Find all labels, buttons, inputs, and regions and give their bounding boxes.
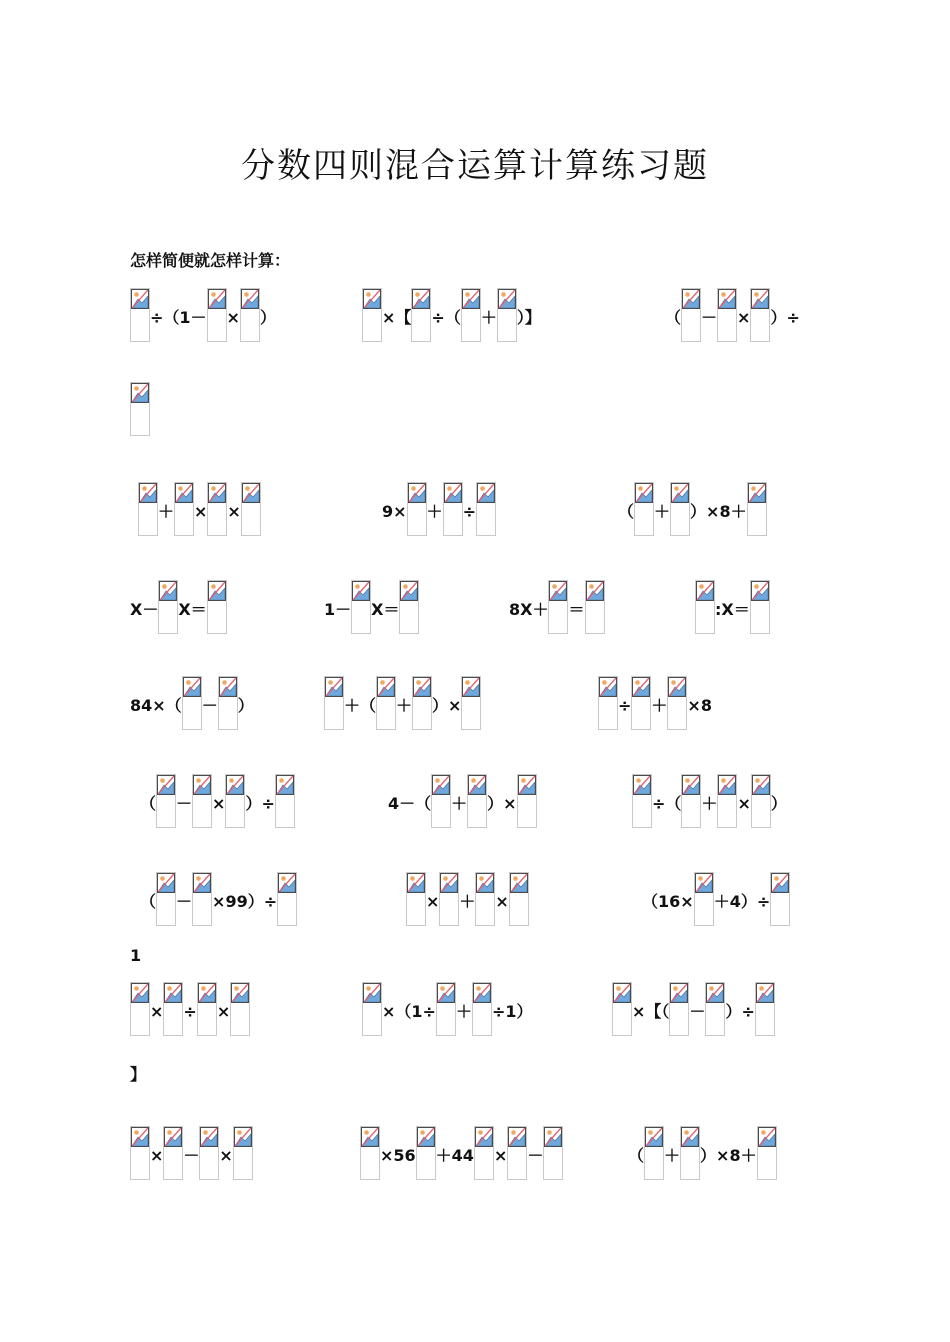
- fraction-placeholder: [182, 676, 202, 730]
- fraction-placeholder: [467, 774, 487, 828]
- fraction-placeholder: [360, 1126, 380, 1180]
- image-placeholder-icon: [231, 983, 249, 1003]
- image-placeholder-icon: [208, 483, 226, 503]
- expression-operator: ＋: [664, 1146, 681, 1165]
- image-placeholder-icon: [440, 873, 458, 893]
- expression-operator: ×: [495, 892, 509, 911]
- fraction-placeholder: [163, 1126, 183, 1180]
- expression-operator: ÷（: [652, 794, 682, 813]
- image-placeholder-icon: [413, 677, 431, 697]
- image-placeholder-icon: [518, 775, 536, 795]
- fraction-placeholder: [474, 1126, 494, 1180]
- expression-operator: －: [701, 308, 718, 327]
- fraction-placeholder: [507, 1126, 527, 1180]
- expression-operator: 84×（: [130, 696, 182, 715]
- expression-operator: ×: [227, 502, 241, 521]
- expression-operator: 1－: [324, 600, 352, 619]
- fraction-placeholder: [362, 982, 382, 1036]
- image-placeholder-icon: [278, 873, 296, 893]
- fraction-placeholder: [747, 482, 767, 536]
- expression-operator: ）÷: [725, 1002, 755, 1021]
- image-placeholder-icon: [241, 289, 259, 309]
- image-placeholder-icon: [234, 1127, 252, 1147]
- image-placeholder-icon: [131, 1127, 149, 1147]
- image-placeholder-icon: [131, 983, 149, 1003]
- expression-operator: ）】: [516, 308, 541, 327]
- image-placeholder-icon: [242, 483, 260, 503]
- image-placeholder-icon: [586, 581, 604, 601]
- image-placeholder-icon: [681, 1127, 699, 1147]
- image-placeholder-icon: [219, 677, 237, 697]
- expression-operator: －: [176, 892, 193, 911]
- image-placeholder-icon: [599, 677, 617, 697]
- expression-18: [406, 872, 529, 926]
- image-placeholder-icon: [417, 1127, 435, 1147]
- expression-operator: :X＝: [715, 600, 750, 619]
- expression-operator: ＋: [701, 794, 718, 813]
- fraction-placeholder: [667, 676, 687, 730]
- expression-4: [138, 482, 261, 536]
- fraction-placeholder: [517, 774, 537, 828]
- expression-operator: ＋: [651, 696, 668, 715]
- image-placeholder-icon: [139, 483, 157, 503]
- fraction-placeholder: [681, 288, 701, 342]
- fraction-placeholder: [612, 982, 632, 1036]
- image-placeholder-icon: [635, 483, 653, 503]
- fraction-placeholder: [197, 982, 217, 1036]
- fraction-placeholder: [130, 982, 150, 1036]
- image-placeholder-icon: [473, 983, 491, 1003]
- fraction-placeholder: [631, 676, 651, 730]
- image-placeholder-icon: [157, 873, 175, 893]
- fraction-placeholder: [670, 482, 690, 536]
- image-placeholder-icon: [671, 483, 689, 503]
- fraction-placeholder: [407, 482, 427, 536]
- fraction-placeholder: [362, 288, 382, 342]
- image-placeholder-icon: [695, 873, 713, 893]
- expression-22: [612, 982, 775, 1036]
- page-title: 分数四则混合运算计算练习题: [241, 146, 709, 186]
- fraction-placeholder: [585, 580, 605, 634]
- expression-operator: ＋: [459, 892, 476, 911]
- fraction-placeholder: [192, 774, 212, 828]
- expression-operator: ×: [226, 308, 240, 327]
- fraction-placeholder: [770, 872, 790, 926]
- image-placeholder-icon: [363, 983, 381, 1003]
- image-placeholder-icon: [198, 983, 216, 1003]
- expression-24: [360, 1126, 563, 1180]
- fraction-placeholder: [411, 288, 431, 342]
- fraction-placeholder: [755, 982, 775, 1036]
- image-placeholder-icon: [407, 873, 425, 893]
- image-placeholder-icon: [544, 1127, 562, 1147]
- expression-operator: ×: [194, 502, 208, 521]
- expression-23: [130, 1126, 253, 1180]
- expression-operator: ＋: [455, 1002, 472, 1021]
- image-placeholder-icon: [645, 1127, 663, 1147]
- expression-21: [362, 982, 533, 1036]
- image-placeholder-icon: [157, 775, 175, 795]
- expression-operator: ）÷: [245, 794, 275, 813]
- expression-operator: ）÷: [770, 308, 800, 327]
- image-placeholder-icon: [183, 677, 201, 697]
- expression-12: [324, 676, 481, 730]
- fraction-placeholder: [598, 676, 618, 730]
- fraction-placeholder: [717, 288, 737, 342]
- image-placeholder-icon: [432, 775, 450, 795]
- fraction-placeholder: [277, 872, 297, 926]
- image-placeholder-icon: [208, 581, 226, 601]
- image-placeholder-icon: [751, 289, 769, 309]
- image-placeholder-icon: [475, 1127, 493, 1147]
- expression-operator: （: [140, 794, 157, 813]
- expression-10: [695, 580, 770, 634]
- image-placeholder-icon: [756, 983, 774, 1003]
- expression-operator: ×【（: [632, 1002, 670, 1021]
- fraction-placeholder: [497, 288, 517, 342]
- expression-13: [598, 676, 712, 730]
- image-placeholder-icon: [510, 873, 528, 893]
- image-placeholder-icon: [412, 289, 430, 309]
- expression-operator: ）: [770, 794, 787, 813]
- expression-operator: ）×8＋: [700, 1146, 757, 1165]
- image-placeholder-icon: [476, 873, 494, 893]
- image-placeholder-icon: [226, 775, 244, 795]
- fraction-placeholder: [376, 676, 396, 730]
- expression-operator: －: [176, 794, 193, 813]
- fraction-placeholder: [472, 982, 492, 1036]
- stray-bracket: 】: [130, 1065, 147, 1084]
- fraction-placeholder: [130, 288, 150, 342]
- image-placeholder-icon: [361, 1127, 379, 1147]
- expression-operator: ÷（1－: [150, 308, 207, 327]
- image-placeholder-icon: [477, 483, 495, 503]
- image-placeholder-icon: [549, 581, 567, 601]
- image-placeholder-icon: [200, 1127, 218, 1147]
- expression-operator: ＋（: [344, 696, 377, 715]
- image-placeholder-icon: [696, 581, 714, 601]
- fraction-placeholder: [695, 580, 715, 634]
- image-placeholder-icon: [682, 289, 700, 309]
- expression-operator: ÷（: [431, 308, 461, 327]
- fraction-placeholder: [158, 580, 178, 634]
- fraction-placeholder: [476, 482, 496, 536]
- image-placeholder-icon: [175, 483, 193, 503]
- expression-operator: ）×: [487, 794, 517, 813]
- expression-20: [130, 982, 250, 1036]
- image-placeholder-icon: [444, 483, 462, 503]
- fraction-placeholder: [174, 482, 194, 536]
- fraction-placeholder: [632, 774, 652, 828]
- fraction-placeholder: [644, 1126, 664, 1180]
- image-placeholder-icon: [751, 581, 769, 601]
- fraction-placeholder: [461, 288, 481, 342]
- image-placeholder-icon: [164, 983, 182, 1003]
- expression-6: [618, 482, 767, 536]
- expression-operator: ＋44: [435, 1146, 474, 1165]
- expression-operator: （: [628, 1146, 645, 1165]
- fraction-placeholder: [439, 872, 459, 926]
- fraction-placeholder: [351, 580, 371, 634]
- image-placeholder-icon: [706, 983, 724, 1003]
- expression-operator: ×: [150, 1002, 164, 1021]
- fraction-placeholder: [406, 872, 426, 926]
- expression-operator: ＋: [426, 502, 443, 521]
- fraction-placeholder: [207, 482, 227, 536]
- image-placeholder-icon: [748, 483, 766, 503]
- instruction-text: 怎样简便就怎样计算：: [130, 251, 291, 270]
- expression-19: [642, 872, 790, 926]
- fraction-placeholder: [138, 482, 158, 536]
- fraction-placeholder: [750, 580, 770, 634]
- expression-operator: －: [201, 696, 218, 715]
- expression-operator: ×8: [687, 696, 712, 715]
- fraction-placeholder: [207, 288, 227, 342]
- image-placeholder-icon: [377, 677, 395, 697]
- expression-25: [628, 1126, 777, 1180]
- expression-14: [140, 774, 295, 828]
- expression-operator: X＝: [178, 600, 207, 619]
- fraction-placeholder: [548, 580, 568, 634]
- expression-operator: ×99）÷: [212, 892, 278, 911]
- image-placeholder-icon: [208, 289, 226, 309]
- expression-operator: －: [527, 1146, 544, 1165]
- fraction-placeholder: [192, 872, 212, 926]
- fraction-placeholder: [412, 676, 432, 730]
- expression-operator: ＝: [568, 600, 585, 619]
- fraction-placeholder: [163, 982, 183, 1036]
- image-placeholder-icon: [718, 289, 736, 309]
- expression-operator: ＋: [654, 502, 671, 521]
- expression-operator: 4－（: [388, 794, 432, 813]
- expression-operator: ÷: [183, 1002, 197, 1021]
- fraction-placeholder: [680, 1126, 700, 1180]
- expression-operator: ×: [216, 1002, 231, 1021]
- image-placeholder-icon: [668, 677, 686, 697]
- expression-11: [130, 676, 254, 730]
- expression-operator: ＋: [451, 794, 468, 813]
- fraction-placeholder: [443, 482, 463, 536]
- expression-operator: ×: [737, 794, 751, 813]
- image-placeholder-icon: [462, 677, 480, 697]
- fraction-placeholder: [431, 774, 451, 828]
- image-placeholder-icon: [498, 289, 516, 309]
- image-placeholder-icon: [771, 873, 789, 893]
- fraction-placeholder: [694, 872, 714, 926]
- image-placeholder-icon: [462, 289, 480, 309]
- expression-3-cont: [130, 382, 150, 436]
- expression-operator: －: [183, 1146, 200, 1165]
- image-placeholder-icon: [131, 383, 149, 403]
- expression-operator: ＋4）÷: [713, 892, 771, 911]
- expression-operator: ×: [150, 1146, 164, 1165]
- fraction-placeholder: [669, 982, 689, 1036]
- expression-operator: ×56: [380, 1146, 416, 1165]
- fraction-placeholder: [275, 774, 295, 828]
- fraction-placeholder: [230, 982, 250, 1036]
- expression-operator: ×【: [382, 308, 412, 327]
- fraction-placeholder: [207, 580, 227, 634]
- expression-operator: ）×: [432, 696, 462, 715]
- fraction-placeholder: [717, 774, 737, 828]
- fraction-placeholder: [225, 774, 245, 828]
- fraction-placeholder: [461, 676, 481, 730]
- expression-operator: （: [665, 308, 682, 327]
- fraction-placeholder: [324, 676, 344, 730]
- image-placeholder-icon: [193, 873, 211, 893]
- image-placeholder-icon: [325, 677, 343, 697]
- expression-15: [388, 774, 537, 828]
- image-placeholder-icon: [352, 581, 370, 601]
- fraction-placeholder: [156, 774, 176, 828]
- fraction-placeholder: [240, 288, 260, 342]
- fraction-placeholder: [634, 482, 654, 536]
- fraction-placeholder: [130, 382, 150, 436]
- fraction-placeholder: [416, 1126, 436, 1180]
- expression-operator: ×: [219, 1146, 233, 1165]
- fraction-placeholder: [509, 872, 529, 926]
- fraction-placeholder: [751, 774, 771, 828]
- expression-operator: ）: [237, 696, 254, 715]
- image-placeholder-icon: [718, 775, 736, 795]
- expression-8: [324, 580, 419, 634]
- image-placeholder-icon: [682, 775, 700, 795]
- expression-operator: －: [689, 1002, 706, 1021]
- expression-operator: （: [618, 502, 635, 521]
- expression-operator: ）×8＋: [690, 502, 747, 521]
- image-placeholder-icon: [632, 677, 650, 697]
- expression-operator: ＋: [158, 502, 175, 521]
- expression-operator: ＋: [396, 696, 413, 715]
- expression-operator: X－: [130, 600, 159, 619]
- expression-operator: ÷: [462, 502, 476, 521]
- image-placeholder-icon: [131, 289, 149, 309]
- expression-operator: ×: [493, 1146, 508, 1165]
- image-placeholder-icon: [633, 775, 651, 795]
- fraction-placeholder: [705, 982, 725, 1036]
- fraction-placeholder: [475, 872, 495, 926]
- fraction-placeholder: [233, 1126, 253, 1180]
- expression-operator: ×（1÷: [382, 1002, 436, 1021]
- image-placeholder-icon: [363, 289, 381, 309]
- expression-operator: （16×: [642, 892, 694, 911]
- fraction-placeholder: [218, 676, 238, 730]
- fraction-placeholder: [757, 1126, 777, 1180]
- expression-5: [382, 482, 496, 536]
- expression-operator: ＋: [480, 308, 497, 327]
- expression-operator: 9×: [382, 502, 407, 521]
- image-placeholder-icon: [164, 1127, 182, 1147]
- expression-operator: ）: [259, 308, 276, 327]
- image-placeholder-icon: [468, 775, 486, 795]
- expression-operator: （: [140, 892, 157, 911]
- image-placeholder-icon: [758, 1127, 776, 1147]
- stray-number: 1: [130, 946, 142, 965]
- fraction-placeholder: [241, 482, 261, 536]
- expression-operator: 8X＋: [509, 600, 549, 619]
- fraction-placeholder: [130, 1126, 150, 1180]
- fraction-placeholder: [750, 288, 770, 342]
- expression-2: [362, 288, 541, 342]
- expression-17: [140, 872, 297, 926]
- expression-7: [130, 580, 227, 634]
- expression-operator: ×: [426, 892, 440, 911]
- fraction-placeholder: [199, 1126, 219, 1180]
- image-placeholder-icon: [400, 581, 418, 601]
- image-placeholder-icon: [276, 775, 294, 795]
- image-placeholder-icon: [670, 983, 688, 1003]
- expression-operator: ×: [212, 794, 226, 813]
- fraction-placeholder: [399, 580, 419, 634]
- expression-9: [509, 580, 605, 634]
- expression-operator: ÷: [618, 696, 632, 715]
- fraction-placeholder: [543, 1126, 563, 1180]
- expression-operator: X＝: [371, 600, 400, 619]
- fraction-placeholder: [156, 872, 176, 926]
- image-placeholder-icon: [437, 983, 455, 1003]
- image-placeholder-icon: [508, 1127, 526, 1147]
- image-placeholder-icon: [193, 775, 211, 795]
- fraction-placeholder: [681, 774, 701, 828]
- image-placeholder-icon: [752, 775, 770, 795]
- fraction-placeholder: [436, 982, 456, 1036]
- image-placeholder-icon: [613, 983, 631, 1003]
- image-placeholder-icon: [408, 483, 426, 503]
- image-placeholder-icon: [159, 581, 177, 601]
- expression-1: [130, 288, 276, 342]
- expression-3: [665, 288, 800, 342]
- expression-16: [632, 774, 787, 828]
- expression-operator: ×: [737, 308, 751, 327]
- expression-operator: ÷1）: [491, 1002, 533, 1021]
